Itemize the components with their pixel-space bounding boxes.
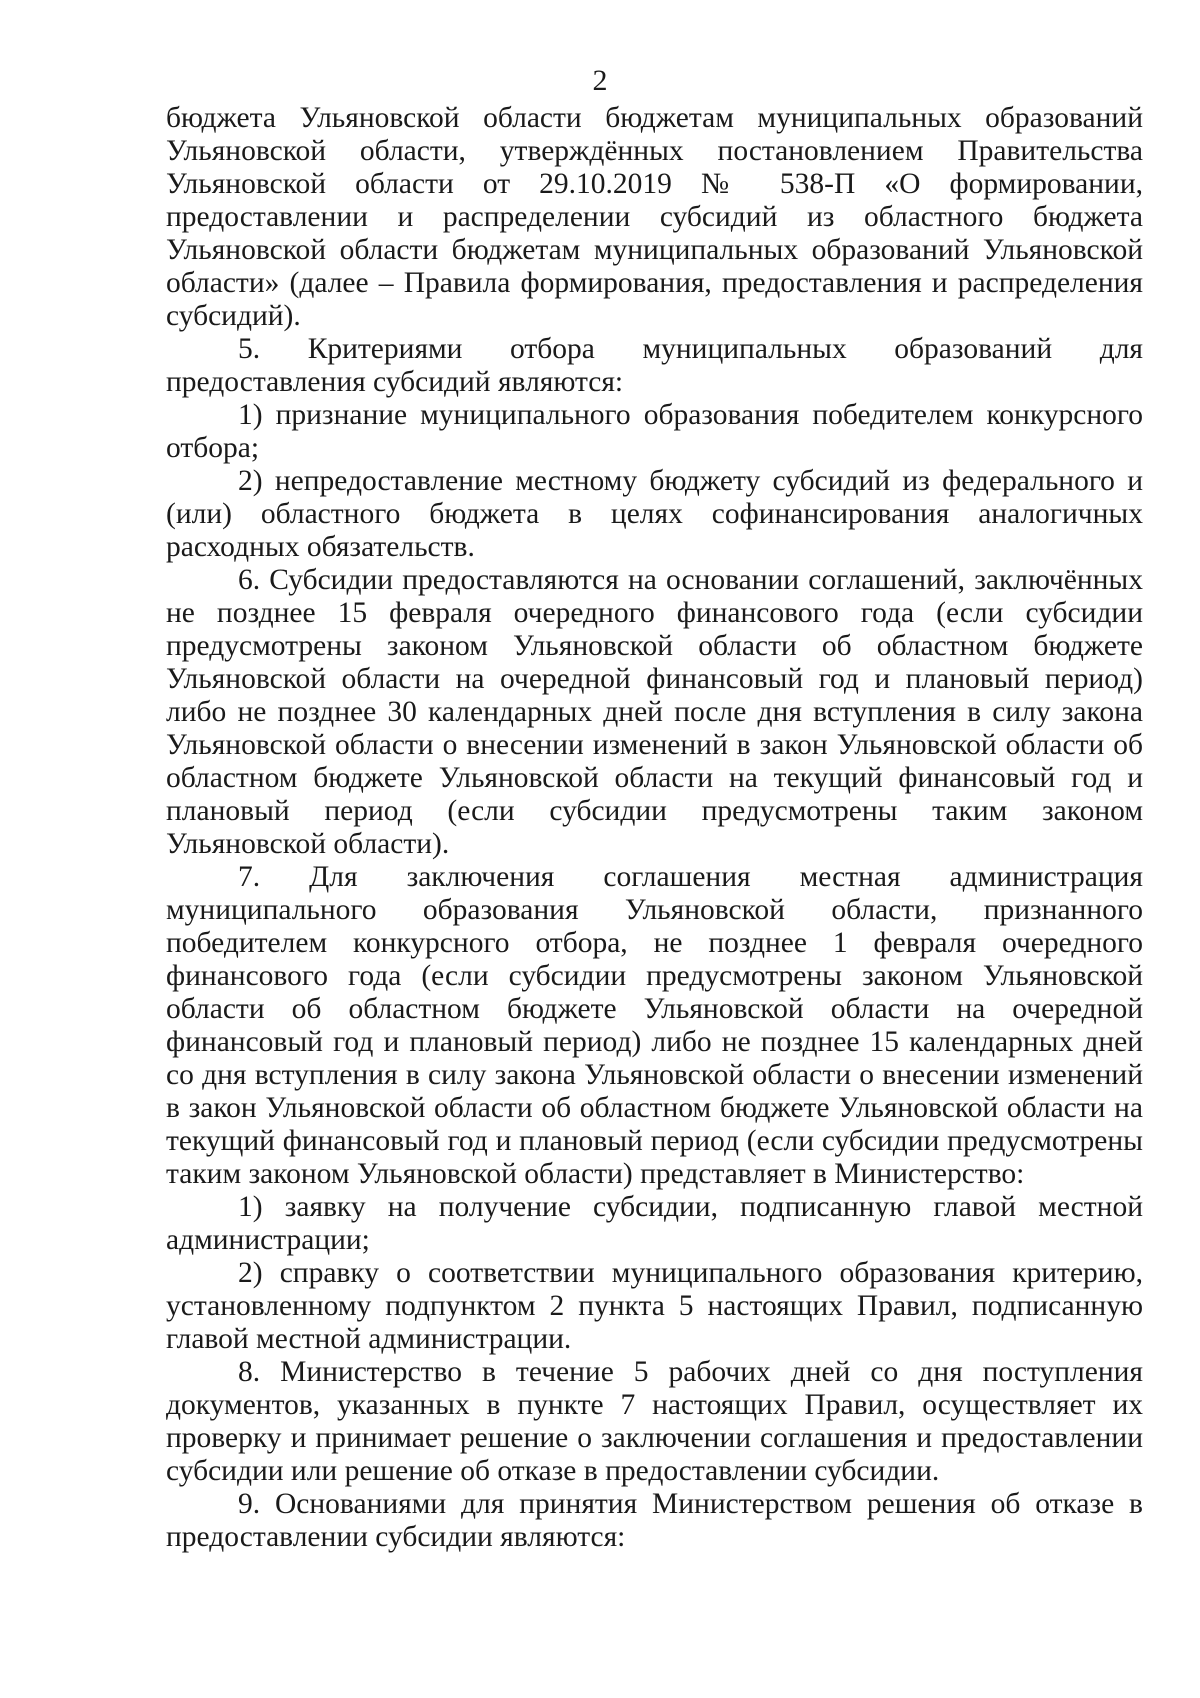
paragraph-continuation: бюджета Ульяновской области бюджетам муниципальных образований Ульяновской области, утверждённых постановлением Правительства Ульяновской области от 29.10.2019 № 538-П «О формировании, предоставлении и распределении субсидий из областного бюджета Ульяновской области бюджетам муниципальных образований Ульяновской области» (далее – Правила формирования, предоставления и распределения субсидий). [166, 102, 1143, 332]
page-number: 2 [592, 64, 608, 97]
paragraph-item-5: 5. Критериями отбора муниципальных образований для предоставления субсидий являются: [166, 333, 1143, 398]
paragraph-item-5-1: 1) признание муниципального образования победителем конкурсного отбора; [166, 399, 1143, 464]
paragraph-item-7: 7. Для заключения соглашения местная администрация муниципального образования Ульяновской области, признанного победителем конкурсного отбора, не позднее 1 февраля очередного финансового года (если субсидии предусмотрены законом Ульяновской области об областном бюджете Ульяновской области на очередной финансовый год и плановый период) либо не позднее 15 календарных дней со дня вступления в силу закона Ульяновской области о внесении изменений в закон Ульяновской области об областном бюджете Ульяновской области на текущий финансовый год и плановый период (если субсидии предусмотрены таким законом Ульяновской области) представляет в Министерство: [166, 861, 1143, 1190]
document-body [166, 102, 1143, 1554]
paragraph-item-6: 6. Субсидии предоставляются на основании соглашений, заключённых не позднее 15 февраля очередного финансового года (если субсидии предусмотрены законом Ульяновской области об областном бюджете Ульяновской области на очередной финансовый год и плановый период) либо не позднее 30 календарных дней после дня вступления в силу закона Ульяновской области о внесении изменений в закон Ульяновской области об областном бюджете Ульяновской области на текущий финансовый год и плановый период (если субсидии предусмотрены таким законом Ульяновской области). [166, 564, 1143, 860]
paragraph-item-9: 9. Основаниями для принятия Министерством решения об отказе в предоставлении субсидии являются: [166, 1488, 1143, 1553]
paragraph-item-8: 8. Министерство в течение 5 рабочих дней со дня поступления документов, указанных в пункте 7 настоящих Правил, осуществляет их проверку и принимает решение о заключении соглашения и предоставлении субсидии или решение об отказе в предоставлении субсидии. [166, 1356, 1143, 1487]
paragraph-item-5-2: 2) непредоставление местному бюджету субсидий из федерального и (или) областного бюджета в целях софинансирования аналогичных расходных обязательств. [166, 465, 1143, 563]
paragraph-item-7-1: 1) заявку на получение субсидии, подписанную главой местной администрации; [166, 1191, 1143, 1256]
paragraph-item-7-2: 2) справку о соответствии муниципального образования критерию, установленному подпунктом 2 пункта 5 настоящих Правил, подписанную главой местной администрации. [166, 1257, 1143, 1355]
